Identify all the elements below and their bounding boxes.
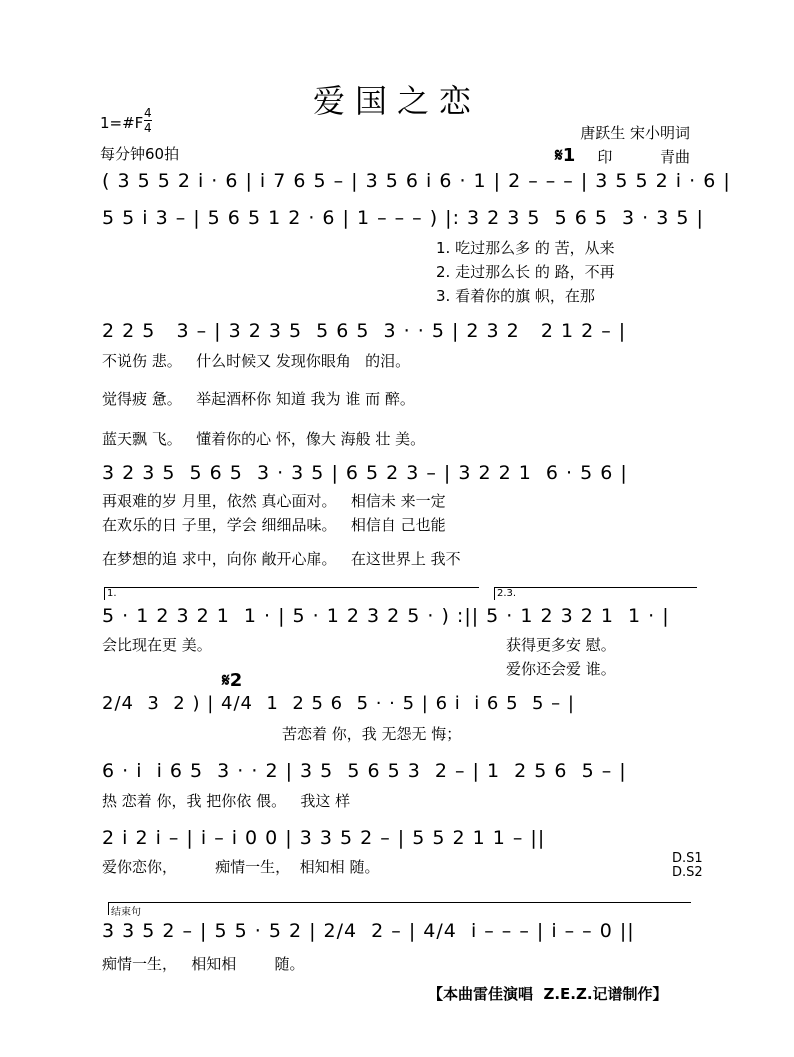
verse2-intro: 2. 走过那么长 的 路，不再	[436, 263, 615, 281]
music-line-4: 3 2 3 5 5 6 5 3 · 3 5 | 6 5 2 3 – | 3 2 2 1 6 · 5 6 |	[102, 462, 628, 484]
lyric-5-right-1: 获得更多安 慰。	[506, 636, 616, 654]
lyric-3-1: 不说伤 悲。 什么时候又 发现你眼角 的泪。	[102, 352, 411, 370]
lyric-4-1: 再艰难的岁 月里，依然 真心面对。 相信未 来一定	[102, 492, 446, 510]
time-top: 4	[144, 106, 152, 120]
lyric-3-2: 觉得疲 惫。 举起酒杯你 知道 我为 谁 而 醉。	[102, 390, 415, 408]
composer: 印 青曲	[597, 148, 690, 166]
music-line-7: 6 · i i 6 5 3 · · 2 | 3 5 5 6 5 3 2 – | 1 2 5 6 5 – |	[102, 760, 627, 782]
verse1-intro: 1. 吃过那么多 的 苦，从来	[436, 239, 615, 257]
lyricist: 唐跃生 宋小明词	[580, 124, 690, 142]
ds-2: D.S2	[672, 865, 703, 880]
verse3-intro: 3. 看着你的旗 帜，在那	[436, 287, 595, 305]
ds-1: D.S1	[672, 851, 703, 866]
segno-2-icon: 𝄋2	[222, 670, 243, 691]
ending-phrase-bracket: 结束句	[108, 902, 691, 915]
lyric-3-3: 蓝天飘 飞。 懂着你的心 怀，像大 海般 壮 美。	[102, 430, 426, 448]
music-line-5: 5 · 1 2 3 2 1 1 · | 5 · 1 2 3 2 5 · ) :|| 5 · 1 2 3 2 1 1 · |	[102, 605, 670, 627]
first-ending-bracket: 1.	[104, 587, 479, 600]
music-line-8: 2 i 2 i – | i – i 0 0 | 3 3 5 2 – | 5 5 2 1 1 – ||	[102, 827, 546, 849]
music-line-3: 2 2 5 3 – | 3 2 3 5 5 6 5 3 · · 5 | 2 3 2 2 1 2 – |	[102, 320, 627, 342]
music-line-6: 2/4 3 2 ) | 4/4 1 2 5 6 5 · · 5 | 6 i i 6 5 5 – |	[102, 693, 575, 714]
key-signature: 1=#F	[100, 114, 144, 132]
time-bottom: 4	[144, 121, 152, 135]
lyric-7: 热 恋着 你，我 把你依 偎。 我这 样	[102, 792, 351, 810]
music-line-2: 5 5 i 3 – | 5 6 5 1 2 · 6 | 1 – – – ) |: 3 2 3 5 5 6 5 3 · 3 5 |	[102, 207, 704, 229]
music-line-1: ( 3 5 5 2 i · 6 | i 7 6 5 – | 3 5 6 i 6 · 1 | 2 – – – | 3 5 5 2 i · 6 |	[102, 170, 731, 192]
song-title: 爱国之恋	[312, 82, 481, 120]
lyric-8: 爱你恋你， 痴情一生， 相知相 随。	[102, 858, 380, 876]
segno-1-icon: 𝄋1	[555, 145, 576, 166]
time-signature	[144, 107, 152, 134]
lyric-4-3: 在梦想的追 求中，向你 敞开心扉。 在这世界上 我不	[102, 550, 461, 568]
lyric-9: 痴情一生， 相知相 随。	[102, 955, 305, 973]
second-ending-bracket: 2.3.	[494, 587, 697, 600]
music-line-9: 3 3 5 2 – | 5 5 · 5 2 | 2/4 2 – | 4/4 i – – – | i – – 0 ||	[102, 920, 635, 942]
lyric-4-2: 在欢乐的日 子里，学会 细细品味。 相信自 己也能	[102, 516, 446, 534]
lyric-5-right-2: 爱你还会爱 谁。	[506, 660, 616, 678]
lyric-6: 苦恋着 你，我 无怨无 悔；	[282, 725, 462, 743]
footer-credit: 【本曲雷佳演唱 Z.E.Z.记谱制作】	[428, 985, 668, 1003]
tempo: 每分钟60拍	[100, 145, 180, 163]
lyric-5-left: 会比现在更 美。	[102, 636, 212, 654]
